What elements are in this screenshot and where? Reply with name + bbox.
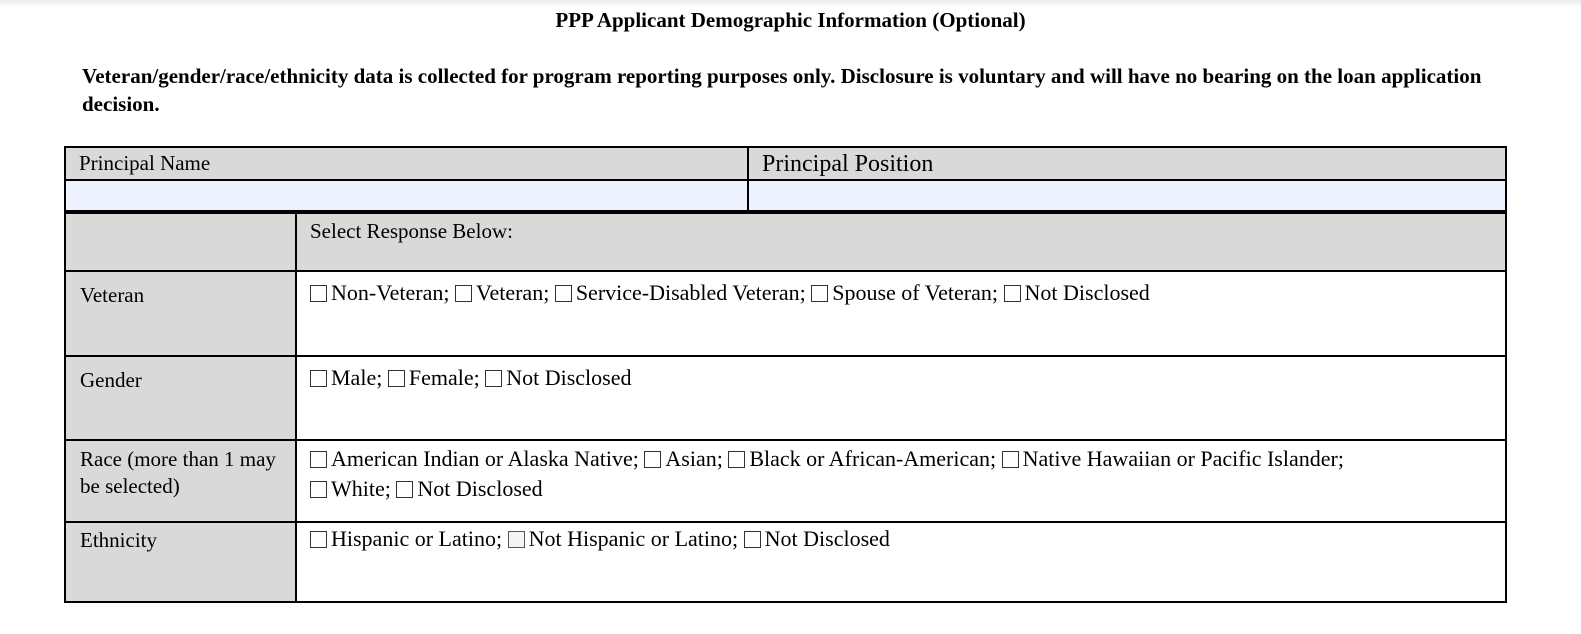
checkbox-icon[interactable]: [728, 451, 745, 468]
principal-position-label: Principal Position: [762, 151, 934, 177]
blank-header-cell: [65, 213, 296, 271]
checkbox-icon[interactable]: [555, 285, 572, 302]
race-label: Race (more than 1 may be selected): [65, 440, 296, 522]
option-native-hawaiian[interactable]: Native Hawaiian or Pacific Islander;: [1002, 446, 1344, 471]
principal-name-input[interactable]: [66, 181, 747, 210]
checkbox-icon[interactable]: [310, 451, 327, 468]
checkbox-icon[interactable]: [508, 531, 525, 548]
option-asian[interactable]: Asian;: [644, 446, 722, 471]
checkbox-icon[interactable]: [310, 531, 327, 548]
option-non-veteran[interactable]: Non-Veteran;: [310, 280, 450, 305]
option-american-indian[interactable]: American Indian or Alaska Native;: [310, 446, 639, 471]
option-ethnicity-not-disclosed[interactable]: Not Disclosed: [744, 526, 890, 551]
checkbox-icon[interactable]: [744, 531, 761, 548]
gender-options: [296, 356, 1506, 440]
principal-position-input[interactable]: [749, 181, 1505, 210]
checkbox-icon[interactable]: [1004, 285, 1021, 302]
option-female[interactable]: Female;: [388, 365, 480, 390]
checkbox-icon[interactable]: [644, 451, 661, 468]
option-veteran[interactable]: Veteran;: [455, 280, 549, 305]
disclosure-notice: Veteran/gender/race/ethnicity data is collected for program reporting purposes only. Disclosure is voluntary and will have no bearing on the loan application decision.: [82, 64, 1482, 116]
principal-position-header: [748, 147, 1506, 180]
checkbox-icon[interactable]: [455, 285, 472, 302]
option-male[interactable]: Male;: [310, 365, 382, 390]
principal-name-cell: [65, 180, 748, 211]
veteran-options: [296, 271, 1506, 356]
checkbox-icon[interactable]: [310, 481, 327, 498]
checkbox-icon[interactable]: [396, 481, 413, 498]
option-not-hispanic[interactable]: Not Hispanic or Latino;: [508, 526, 739, 551]
form-title: PPP Applicant Demographic Information (Optional): [555, 8, 1026, 32]
option-hispanic[interactable]: Hispanic or Latino;: [310, 526, 502, 551]
option-black[interactable]: Black or African-American;: [728, 446, 996, 471]
page-top-edge: [0, 0, 1581, 8]
principal-name-label: Principal Name: [79, 151, 211, 175]
principal-position-cell: [748, 180, 1506, 211]
option-white[interactable]: White;: [310, 476, 391, 501]
checkbox-icon[interactable]: [485, 370, 502, 387]
select-response-header: Select Response Below:: [296, 213, 1506, 271]
option-service-disabled-veteran[interactable]: Service-Disabled Veteran;: [555, 280, 806, 305]
checkbox-icon[interactable]: [310, 370, 327, 387]
principal-table: [64, 146, 1507, 212]
ethnicity-options: [296, 522, 1506, 602]
checkbox-icon[interactable]: [388, 370, 405, 387]
race-options: [296, 440, 1506, 522]
checkbox-icon[interactable]: [310, 285, 327, 302]
option-race-not-disclosed[interactable]: Not Disclosed: [396, 476, 542, 501]
veteran-label: Veteran: [65, 271, 296, 356]
option-veteran-not-disclosed[interactable]: Not Disclosed: [1004, 280, 1150, 305]
demographics-table: [64, 212, 1507, 603]
option-gender-not-disclosed[interactable]: Not Disclosed: [485, 365, 631, 390]
checkbox-icon[interactable]: [1002, 451, 1019, 468]
ethnicity-label: Ethnicity: [65, 522, 296, 602]
gender-label: Gender: [65, 356, 296, 440]
option-spouse-of-veteran[interactable]: Spouse of Veteran;: [811, 280, 998, 305]
checkbox-icon[interactable]: [811, 285, 828, 302]
principal-name-header: [65, 147, 748, 180]
